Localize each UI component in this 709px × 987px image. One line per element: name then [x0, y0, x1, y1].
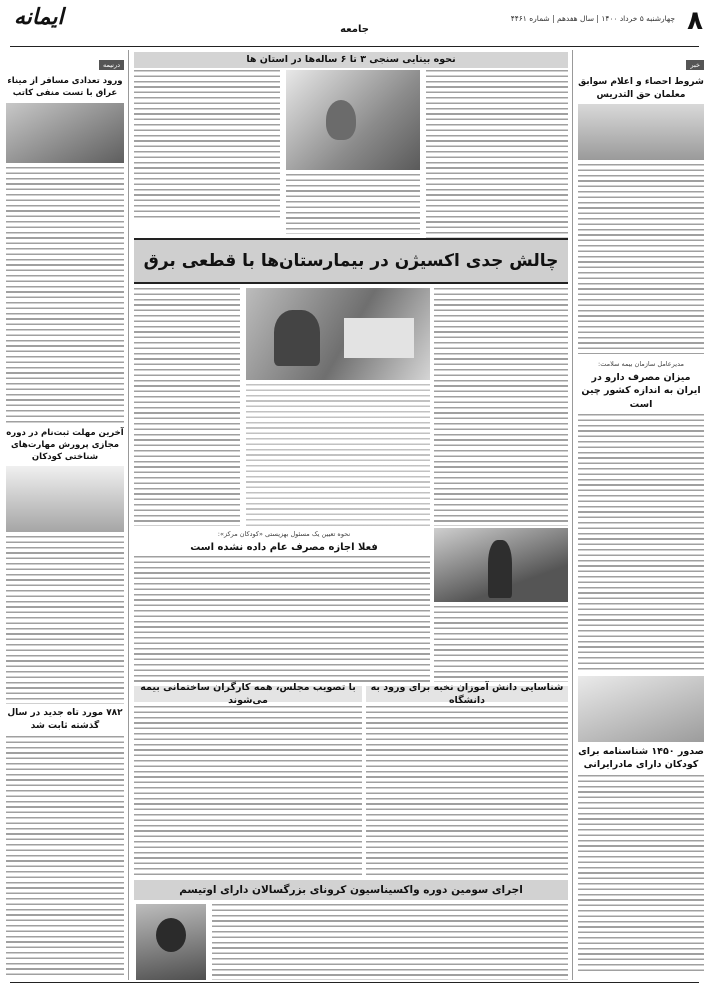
column-divider	[572, 50, 573, 980]
child-hands-photo	[6, 466, 124, 532]
bottom-right-header	[366, 681, 568, 706]
footer-rule	[10, 982, 699, 983]
right-column	[578, 52, 704, 980]
left-tag: درنیمه	[99, 60, 124, 70]
top-story-headline: نحوه بینایی سنجی ۳ تا ۶ ساله‌ها در استان ها	[246, 54, 456, 66]
left-column	[6, 52, 124, 980]
news-tag: خبر	[686, 60, 704, 70]
left-headline-2: آخرین مهلت ثبت‌نام در دوره مجازی پرورش مهارت‌های شناختی کودکان	[6, 427, 124, 462]
right-kicker-2: مدیرعامل سازمان بیمه سلامت:	[598, 360, 684, 369]
bottom-left-headline: با تصویب مجلس، همه کارگران ساختمانی بیمه می‌شوند	[140, 681, 356, 706]
page-number: ۸	[687, 6, 703, 36]
left-headline-3: ۷۸۲ مورد تاه جدید در سال گذشته ثابت شد	[7, 708, 123, 732]
masked-person-photo	[136, 904, 206, 980]
mid-story-kicker: نحوه تعیین یک مسئول بهزیستی «کودکان مرکز»:	[217, 530, 351, 538]
masthead	[0, 0, 709, 48]
top-story-header	[134, 52, 568, 68]
nurse-figure	[274, 310, 320, 366]
lead-story-headline: چالش جدی اکسیژن در بیمارستان‌ها با قطعی برق	[143, 251, 559, 271]
bottom-left-header	[134, 681, 362, 706]
bottom-banner-header	[134, 880, 568, 900]
face-mask-figure	[156, 918, 186, 952]
bottom-banner-headline: اجرای سومین دوره واکسیناسیون کرونای بزرگسالان دارای اوتیسم	[179, 883, 523, 896]
dateline: چهارشنبه ۵ خرداد ۱۴۰۰ | سال هفدهم | شماره ۴۴۶۱	[510, 14, 675, 23]
left-headline-1: ورود تعدادی مسافر از میناء عراق با تست منفی کاتب	[7, 76, 123, 98]
right-headline-2: میزان مصرف دارو در ایران به اندازه کشور چین است	[581, 372, 701, 410]
eye-exam-photo	[286, 70, 420, 170]
hospital-ward-photo	[246, 288, 430, 380]
right-headline-3: صدور ۱۴۵۰ شناسنامه برای کودکان دارای مادرایرانی	[578, 746, 704, 771]
hospital-bed	[344, 318, 414, 358]
bottom-right-headline: شناسایی دانش آموزان نخبه برای ورود به دانشگاه	[370, 681, 564, 706]
press-conference-photo	[434, 528, 568, 602]
newspaper-logo: ایمانه	[14, 4, 64, 30]
section-label: جامعه	[340, 24, 369, 35]
right-headline-1: شروط احصاء و اعلام سوابق معلمان حق التدریس	[578, 77, 704, 100]
teacher-photo	[578, 104, 704, 160]
children-photo	[578, 676, 704, 742]
lead-story-banner	[134, 238, 568, 284]
child-figure	[326, 100, 356, 140]
mid-story-headline: فعلا اجازه مصرف عام داده نشده است	[190, 542, 378, 553]
column-divider	[128, 50, 129, 980]
header-rule	[10, 46, 699, 47]
official-photo	[6, 103, 124, 163]
speaker-figure	[488, 540, 512, 598]
